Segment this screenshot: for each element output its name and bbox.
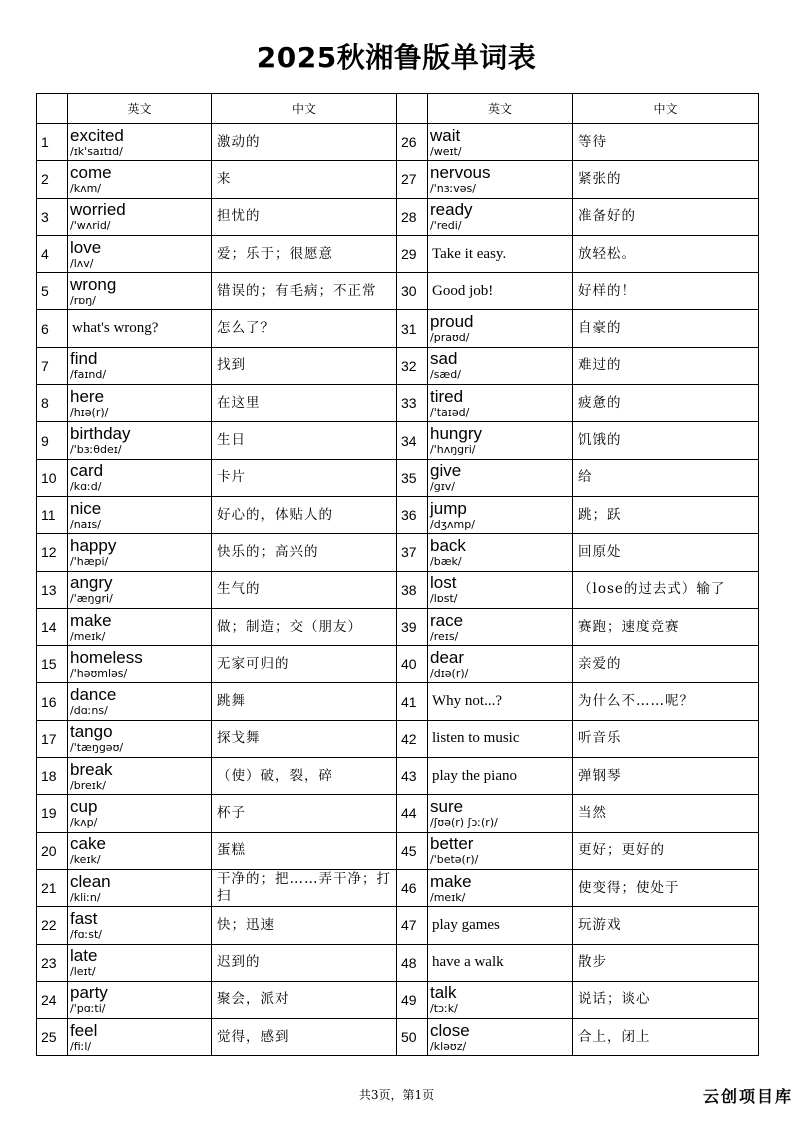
phonetic-transcription: /'redi/ — [430, 219, 462, 233]
english-word: tired — [430, 386, 464, 406]
header-en-left: 英文 — [68, 94, 212, 124]
entry-number: 29 — [397, 235, 428, 272]
entry-number: 27 — [397, 161, 428, 198]
phonetic-transcription: /faɪnd/ — [70, 368, 107, 382]
entry-number: 43 — [397, 758, 428, 795]
english-word: break — [70, 759, 113, 779]
page-title: 2025秋湘鲁版单词表 — [256, 41, 537, 74]
entry-number: 36 — [397, 496, 428, 533]
entry-chinese: 当然 — [573, 795, 759, 832]
phonetic-transcription: /gɪv/ — [430, 480, 455, 494]
phonetic-transcription: /kliːn/ — [70, 890, 101, 904]
entry-english — [68, 646, 212, 683]
entry-english — [68, 422, 212, 459]
entry-chinese: 蛋糕 — [212, 832, 397, 869]
entry-english — [428, 347, 573, 384]
entry-english — [428, 534, 573, 571]
phonetic-transcription: /fiːl/ — [70, 1039, 92, 1053]
entry-number: 12 — [37, 534, 68, 571]
table-row — [37, 795, 759, 832]
entry-chinese: 难过的 — [573, 347, 759, 384]
english-phrase: Good job! — [432, 282, 494, 299]
entry-english — [68, 795, 212, 832]
phonetic-transcription: /'tæŋgəʊ/ — [70, 741, 124, 755]
entry-chinese: 在这里 — [212, 385, 397, 422]
entry-english — [428, 385, 573, 422]
english-word: happy — [70, 535, 117, 555]
phonetic-transcription: /meɪk/ — [70, 629, 106, 643]
english-phrase: play the piano — [432, 767, 517, 784]
entry-chinese: （lose的过去式）输了 — [573, 571, 759, 608]
entry-english — [428, 683, 573, 720]
entry-number: 8 — [37, 385, 68, 422]
english-word: tango — [70, 722, 113, 742]
entry-number: 44 — [397, 795, 428, 832]
entry-number: 40 — [397, 646, 428, 683]
entry-chinese: 杯子 — [212, 795, 397, 832]
header-num-right — [397, 94, 428, 124]
entry-number: 34 — [397, 422, 428, 459]
entry-number: 22 — [37, 907, 68, 944]
entry-number: 15 — [37, 646, 68, 683]
entry-english — [428, 496, 573, 533]
entry-number: 37 — [397, 534, 428, 571]
table-row — [37, 832, 759, 869]
phonetic-transcription: /dɑːns/ — [70, 704, 108, 718]
entry-english — [68, 459, 212, 496]
entry-english — [68, 235, 212, 272]
english-word: wait — [430, 125, 461, 145]
entry-chinese: 快；迅速 — [212, 907, 397, 944]
english-word: nervous — [430, 162, 491, 182]
entry-chinese: 散步 — [573, 944, 759, 981]
phonetic-transcription: /'wʌrid/ — [70, 219, 111, 233]
header-zh-right: 中文 — [573, 94, 759, 124]
header-zh-left: 中文 — [212, 94, 397, 124]
entry-number: 23 — [37, 944, 68, 981]
entry-english — [428, 459, 573, 496]
phonetic-transcription: /kʌp/ — [70, 815, 98, 829]
entry-number: 39 — [397, 608, 428, 645]
english-phrase: what's wrong? — [72, 320, 159, 337]
entry-number: 19 — [37, 795, 68, 832]
table-row — [37, 310, 759, 347]
english-phrase: play games — [432, 916, 500, 933]
english-word: cake — [70, 834, 106, 854]
phonetic-transcription: /kləʊz/ — [430, 1039, 467, 1053]
entry-number: 6 — [37, 310, 68, 347]
entry-chinese: 说话；谈心 — [573, 981, 759, 1018]
entry-number: 30 — [397, 273, 428, 310]
phonetic-transcription: /kʌm/ — [70, 181, 102, 195]
phonetic-transcription: /sæd/ — [430, 368, 461, 382]
entry-number: 45 — [397, 832, 428, 869]
table-row — [37, 683, 759, 720]
entry-chinese: 亲爱的 — [573, 646, 759, 683]
entry-number: 48 — [397, 944, 428, 981]
entry-number: 33 — [397, 385, 428, 422]
phonetic-transcription: /'hæpi/ — [70, 554, 109, 568]
entry-number: 24 — [37, 981, 68, 1018]
entry-chinese: 聚会，派对 — [212, 981, 397, 1018]
page-footer: 共3页，第1页 — [358, 1088, 435, 1102]
english-word: proud — [430, 312, 474, 332]
entry-number: 26 — [397, 124, 428, 161]
entry-chinese: 好样的！ — [573, 273, 759, 310]
phonetic-transcription: /'taɪəd/ — [430, 405, 470, 419]
english-phrase: Take it easy. — [432, 245, 507, 262]
entry-number: 16 — [37, 683, 68, 720]
entry-chinese: 更好；更好的 — [573, 832, 759, 869]
entry-number: 2 — [37, 161, 68, 198]
entry-number: 13 — [37, 571, 68, 608]
entry-number: 21 — [37, 869, 68, 906]
table-row — [37, 198, 759, 235]
entry-english — [68, 534, 212, 571]
entry-number: 47 — [397, 907, 428, 944]
entry-english — [428, 944, 573, 981]
english-word: feel — [70, 1020, 98, 1040]
brand-watermark: 云创项目库 — [702, 1087, 793, 1106]
entry-chinese: 准备好的 — [573, 198, 759, 235]
entry-english — [68, 273, 212, 310]
entry-english — [68, 832, 212, 869]
entry-number: 38 — [397, 571, 428, 608]
english-phrase: have a walk — [432, 954, 504, 971]
english-word: jump — [430, 498, 467, 518]
entry-chinese: 怎么了？ — [212, 310, 397, 347]
entry-chinese: 快乐的；高兴的 — [212, 534, 397, 571]
entry-english — [428, 161, 573, 198]
table-row — [37, 124, 759, 161]
entry-chinese: 找到 — [212, 347, 397, 384]
table-row — [37, 907, 759, 944]
entry-english — [68, 496, 212, 533]
entry-chinese: 激动的 — [212, 124, 397, 161]
phonetic-transcription: /bæk/ — [430, 554, 462, 568]
phonetic-transcription: /tɔːk/ — [430, 1002, 458, 1016]
entry-chinese: 等待 — [573, 124, 759, 161]
english-phrase: listen to music — [432, 730, 520, 747]
entry-chinese: 卡片 — [212, 459, 397, 496]
entry-chinese: 好心的，体贴人的 — [212, 496, 397, 533]
entry-chinese: 觉得，感到 — [212, 1019, 397, 1056]
table-row — [37, 273, 759, 310]
phonetic-transcription: /'pɑːti/ — [70, 1002, 106, 1016]
entry-number: 42 — [397, 720, 428, 757]
phonetic-transcription: /'həʊmləs/ — [70, 666, 128, 680]
entry-number: 14 — [37, 608, 68, 645]
english-word: close — [430, 1020, 470, 1040]
entry-chinese: 跳；跃 — [573, 496, 759, 533]
phonetic-transcription: /meɪk/ — [430, 890, 466, 904]
entry-english — [68, 683, 212, 720]
entry-number: 28 — [397, 198, 428, 235]
english-word: ready — [430, 200, 473, 220]
table-row — [37, 720, 759, 757]
entry-chinese: 放轻松。 — [573, 235, 759, 272]
entry-chinese: （使）破，裂，碎 — [212, 758, 397, 795]
entry-chinese: 生气的 — [212, 571, 397, 608]
table-row — [37, 235, 759, 272]
table-row — [37, 608, 759, 645]
entry-english — [68, 944, 212, 981]
entry-chinese: 疲惫的 — [573, 385, 759, 422]
entry-english — [68, 907, 212, 944]
phonetic-transcription: /lɒst/ — [430, 592, 458, 606]
entry-number: 11 — [37, 496, 68, 533]
english-word: angry — [70, 573, 113, 593]
english-word: party — [70, 983, 108, 1003]
entry-chinese: 做；制造；交（朋友） — [212, 608, 397, 645]
english-word: here — [70, 386, 105, 406]
entry-number: 41 — [397, 683, 428, 720]
table-row — [37, 459, 759, 496]
phonetic-transcription: /'bɜːθdeɪ/ — [70, 443, 122, 457]
english-word: fast — [70, 908, 98, 928]
english-word: late — [70, 946, 98, 966]
entry-number: 49 — [397, 981, 428, 1018]
english-word: dear — [430, 647, 465, 667]
entry-number: 32 — [397, 347, 428, 384]
entry-english — [428, 758, 573, 795]
entry-chinese: 爱；乐于；很愿意 — [212, 235, 397, 272]
table-row — [37, 496, 759, 533]
entry-number: 9 — [37, 422, 68, 459]
entry-english — [428, 869, 573, 906]
english-word: birthday — [70, 424, 131, 444]
entry-number: 31 — [397, 310, 428, 347]
phonetic-transcription: /hɪə(r)/ — [70, 405, 109, 419]
entry-english — [428, 795, 573, 832]
phonetic-transcription: /fɑːst/ — [70, 927, 103, 941]
entry-english — [68, 347, 212, 384]
entry-chinese: 生日 — [212, 422, 397, 459]
entry-chinese: 错误的；有毛病；不正常 — [212, 273, 397, 310]
entry-number: 46 — [397, 869, 428, 906]
table-row — [37, 758, 759, 795]
english-word: nice — [70, 498, 102, 518]
english-word: better — [430, 834, 474, 854]
entry-number: 3 — [37, 198, 68, 235]
entry-number: 1 — [37, 124, 68, 161]
entry-chinese: 无家可归的 — [212, 646, 397, 683]
entry-chinese: 紧张的 — [573, 161, 759, 198]
phonetic-transcription: /praʊd/ — [430, 331, 470, 345]
english-word: wrong — [70, 274, 117, 294]
phonetic-transcription: /lʌv/ — [70, 256, 94, 270]
english-word: make — [430, 871, 472, 891]
entry-number: 20 — [37, 832, 68, 869]
entry-number: 5 — [37, 273, 68, 310]
phonetic-transcription: /dʒʌmp/ — [430, 517, 475, 531]
entry-english — [68, 198, 212, 235]
table-row — [37, 161, 759, 198]
english-word: give — [430, 461, 462, 481]
table-row — [37, 869, 759, 906]
entry-english — [428, 198, 573, 235]
entry-number: 18 — [37, 758, 68, 795]
phonetic-transcription: /dɪə(r)/ — [430, 666, 469, 680]
entry-english — [68, 981, 212, 1018]
table-row — [37, 534, 759, 571]
entry-chinese: 饥饿的 — [573, 422, 759, 459]
entry-chinese: 自豪的 — [573, 310, 759, 347]
english-word: lost — [430, 573, 457, 593]
entry-english — [68, 869, 212, 906]
entry-english — [68, 1019, 212, 1056]
table-row — [37, 1019, 759, 1056]
table-row — [37, 385, 759, 422]
phonetic-transcription: /rɒŋ/ — [70, 293, 96, 307]
entry-chinese: 回原处 — [573, 534, 759, 571]
entry-chinese: 探戈舞 — [212, 720, 397, 757]
entry-number: 35 — [397, 459, 428, 496]
english-word: worried — [70, 200, 126, 220]
table-row — [37, 944, 759, 981]
phonetic-transcription: /'betə(r)/ — [430, 853, 479, 867]
entry-number: 17 — [37, 720, 68, 757]
table-row — [37, 981, 759, 1018]
entry-chinese: 跳舞 — [212, 683, 397, 720]
entry-english — [428, 1019, 573, 1056]
english-word: clean — [70, 871, 111, 891]
entry-english — [428, 235, 573, 272]
phonetic-transcription: /weɪt/ — [430, 144, 462, 158]
entry-english — [428, 273, 573, 310]
english-word: cup — [70, 796, 98, 816]
phonetic-transcription: /naɪs/ — [70, 517, 101, 531]
entry-chinese: 迟到的 — [212, 944, 397, 981]
english-word: come — [70, 162, 112, 182]
entry-number: 25 — [37, 1019, 68, 1056]
entry-english — [428, 646, 573, 683]
table-row — [37, 646, 759, 683]
table-header-row — [37, 94, 759, 124]
entry-chinese: 使变得；使处于 — [573, 869, 759, 906]
entry-english — [68, 385, 212, 422]
phonetic-transcription: /'nɜːvəs/ — [430, 181, 476, 195]
entry-english — [428, 608, 573, 645]
table-row — [37, 422, 759, 459]
entry-english — [428, 907, 573, 944]
entry-chinese: 合上，闭上 — [573, 1019, 759, 1056]
entry-chinese: 担忧的 — [212, 198, 397, 235]
table-row — [37, 571, 759, 608]
entry-english — [428, 422, 573, 459]
english-word: back — [430, 535, 466, 555]
english-word: sad — [430, 349, 458, 369]
entry-english — [68, 124, 212, 161]
entry-chinese: 玩游戏 — [573, 907, 759, 944]
entry-english — [428, 720, 573, 757]
phonetic-transcription: /kɑːd/ — [70, 480, 102, 494]
entry-number: 7 — [37, 347, 68, 384]
entry-number: 4 — [37, 235, 68, 272]
english-word: homeless — [70, 647, 143, 667]
entry-english — [68, 758, 212, 795]
entry-english — [428, 981, 573, 1018]
english-word: sure — [430, 796, 464, 816]
phonetic-transcription: /ɪk'saɪtɪd/ — [70, 144, 123, 158]
entry-chinese: 为什么不……呢？ — [573, 683, 759, 720]
entry-number: 10 — [37, 459, 68, 496]
entry-english — [428, 124, 573, 161]
entry-english — [68, 161, 212, 198]
entry-english — [428, 571, 573, 608]
entry-english — [428, 832, 573, 869]
header-en-right: 英文 — [428, 94, 573, 124]
entry-english — [68, 720, 212, 757]
english-word: card — [70, 461, 104, 481]
vocabulary-table — [36, 93, 759, 1056]
entry-chinese: 赛跑；速度竞赛 — [573, 608, 759, 645]
entry-chinese: 弹钢琴 — [573, 758, 759, 795]
entry-english — [68, 608, 212, 645]
english-word: excited — [70, 125, 124, 145]
phonetic-transcription: /ʃʊə(r) ʃɔː(r)/ — [430, 815, 498, 829]
phonetic-transcription: /keɪk/ — [70, 853, 101, 867]
phonetic-transcription: /'hʌŋgri/ — [430, 443, 476, 457]
phonetic-transcription: /reɪs/ — [430, 629, 459, 643]
entry-english — [68, 571, 212, 608]
entry-english — [68, 310, 212, 347]
english-word: race — [430, 610, 464, 630]
english-word: find — [70, 349, 98, 369]
entry-number: 50 — [397, 1019, 428, 1056]
english-word: talk — [430, 983, 457, 1003]
phonetic-transcription: /leɪt/ — [70, 965, 96, 979]
english-phrase: Why not...? — [432, 693, 502, 710]
entry-chinese: 干净的；把……弄干净；打扫 — [212, 869, 397, 906]
phonetic-transcription: /'æŋgri/ — [70, 592, 113, 606]
entry-chinese: 给 — [573, 459, 759, 496]
entry-chinese: 来 — [212, 161, 397, 198]
phonetic-transcription: /breɪk/ — [70, 778, 106, 792]
english-word: dance — [70, 685, 117, 705]
english-word: make — [70, 610, 112, 630]
english-word: love — [70, 237, 102, 257]
table-row — [37, 347, 759, 384]
entry-chinese: 听音乐 — [573, 720, 759, 757]
entry-english — [428, 310, 573, 347]
english-word: hungry — [430, 424, 482, 444]
header-num-left — [37, 94, 68, 124]
